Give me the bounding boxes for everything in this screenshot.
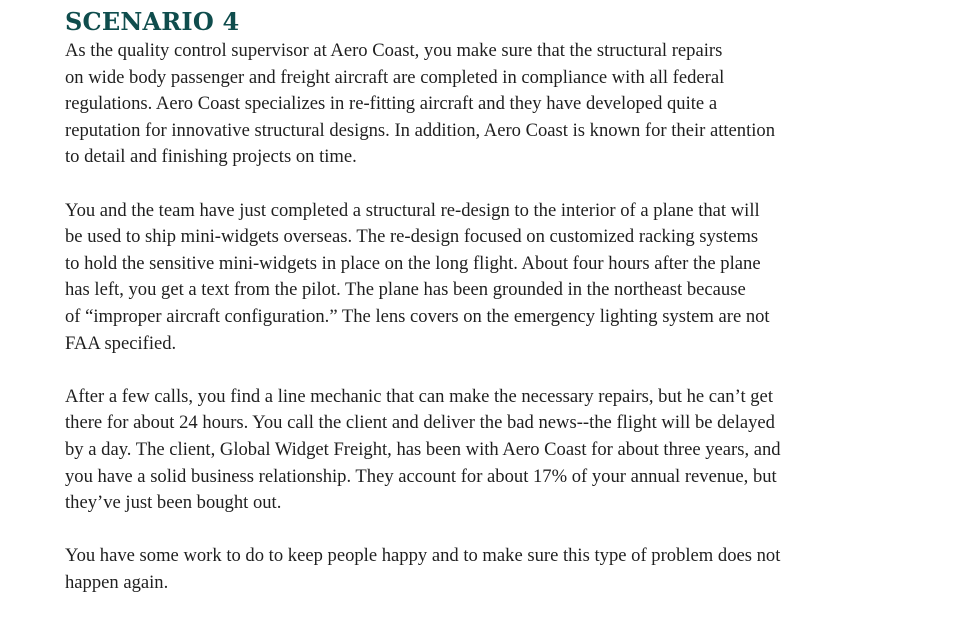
paragraph-line: happen again. xyxy=(65,571,169,593)
paragraph-line: be used to ship mini-widgets overseas. The re-design focused on customized racking systems xyxy=(65,226,759,248)
paragraph-line: by a day. The client, Global Widget Freight, has been with Aero Coast for about three years, and xyxy=(65,438,781,460)
paragraph-line: of “improper aircraft configuration.” The lens covers on the emergency lighting system are not xyxy=(65,305,770,327)
paragraph-2 xyxy=(65,198,925,358)
paragraph-line: you have a solid business relationship. They account for about 17% of your annual revenue, but xyxy=(65,465,777,487)
paragraph-line: to hold the sensitive mini-widgets in place on the long flight. About four hours after the plane xyxy=(65,252,761,274)
paragraph-line: to detail and finishing projects on time. xyxy=(65,146,357,168)
document-page xyxy=(65,8,925,596)
paragraph-line: reputation for innovative structural designs. In addition, Aero Coast is known for their attention xyxy=(65,119,776,141)
paragraph-line: FAA specified. xyxy=(65,332,177,354)
paragraph-line: has left, you get a text from the pilot. The plane has been grounded in the northeast because xyxy=(65,279,746,301)
paragraph-1 xyxy=(65,38,925,171)
paragraph-line: You and the team have just completed a structural re-design to the interior of a plane that will xyxy=(65,199,760,221)
paragraph-line: on wide body passenger and freight aircraft are completed in compliance with all federal xyxy=(65,66,725,88)
paragraph-line: regulations. Aero Coast specializes in re-fitting aircraft and they have developed quite a xyxy=(65,93,718,115)
paragraph-line: After a few calls, you find a line mechanic that can make the necessary repairs, but he can’t get xyxy=(65,385,773,407)
paragraph-4 xyxy=(65,543,925,596)
paragraph-line: As the quality control supervisor at Aero Coast, you make sure that the structural repairs xyxy=(65,40,723,61)
paragraph-3 xyxy=(65,384,925,517)
scenario-title: SCENARIO 4 xyxy=(65,7,240,36)
paragraph-line: there for about 24 hours. You call the client and deliver the bad news--the flight will be delayed xyxy=(65,412,775,434)
paragraph-line: You have some work to do to keep people happy and to make sure this type of problem does not xyxy=(65,545,781,567)
paragraph-line: they’ve just been bought out. xyxy=(65,492,282,514)
